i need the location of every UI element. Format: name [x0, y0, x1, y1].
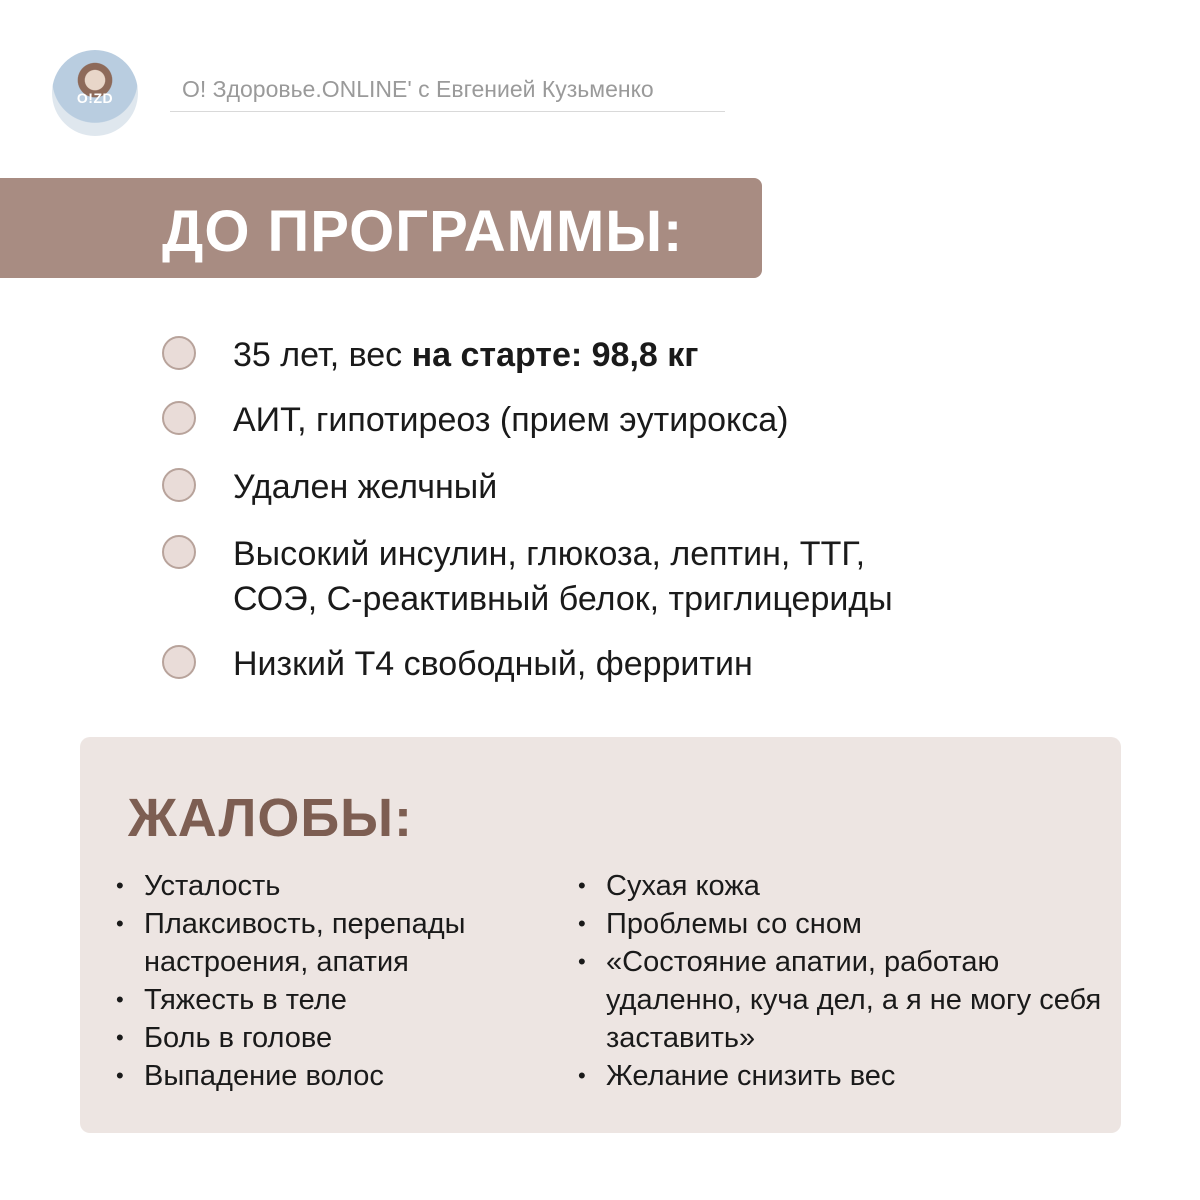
fact-text: Низкий Т4 свободный, ферритин: [233, 645, 753, 683]
circle-bullet-icon: [162, 645, 196, 679]
circle-bullet-icon: [162, 535, 196, 569]
list-item: • Тяжесть в теле: [114, 981, 554, 1019]
fact-text: Удален желчный: [233, 468, 498, 506]
list-item: • Проблемы со сном: [576, 905, 1106, 943]
circle-bullet-icon: [162, 401, 196, 435]
fact-text: [233, 333, 698, 378]
avatar-logo: O!ZD: [76, 90, 114, 106]
fact-text: АИТ, гипотиреоз (прием эутирокса): [233, 401, 789, 439]
divider: [170, 111, 725, 112]
circle-bullet-icon: [162, 336, 196, 370]
circle-bullet-icon: [162, 468, 196, 502]
fact-text: [233, 532, 893, 622]
complaints-list-left: [114, 867, 554, 1095]
fact-text-bold: на старте: 98,8 кг: [411, 336, 699, 374]
list-item: • Выпадение волос: [114, 1057, 554, 1095]
list-item: • «Состояние апатии, работаю удаленно, куча дел, а я не могу себя заставить»: [576, 943, 1106, 1057]
list-item: • Сухая кожа: [576, 867, 1106, 905]
complaints-panel: [80, 737, 1121, 1133]
list-item: • Плаксивость, перепады настроения, апатия: [114, 905, 554, 981]
list-item: • Боль в голове: [114, 1019, 554, 1057]
list-item: • Желание снизить вес: [576, 1057, 1106, 1095]
avatar[interactable]: [52, 50, 138, 136]
page-title: ДО ПРОГРАММЫ:: [162, 199, 684, 264]
fact-text-line: Высокий инсулин, глюкоза, лептин, ТТГ,: [233, 535, 866, 573]
complaints-title: ЖАЛОБЫ:: [128, 788, 414, 848]
fact-text-line: СОЭ, С-реактивный белок, триглицериды: [233, 580, 893, 618]
account-name[interactable]: О! Здоровье.ONLINE' с Евгенией Кузьменко: [182, 76, 654, 102]
list-item: • Усталость: [114, 867, 554, 905]
title-banner: [0, 178, 762, 278]
complaints-list-right: [576, 867, 1106, 1095]
fact-text-regular: 35 лет, вес: [233, 336, 412, 374]
profile-header: [52, 50, 732, 140]
